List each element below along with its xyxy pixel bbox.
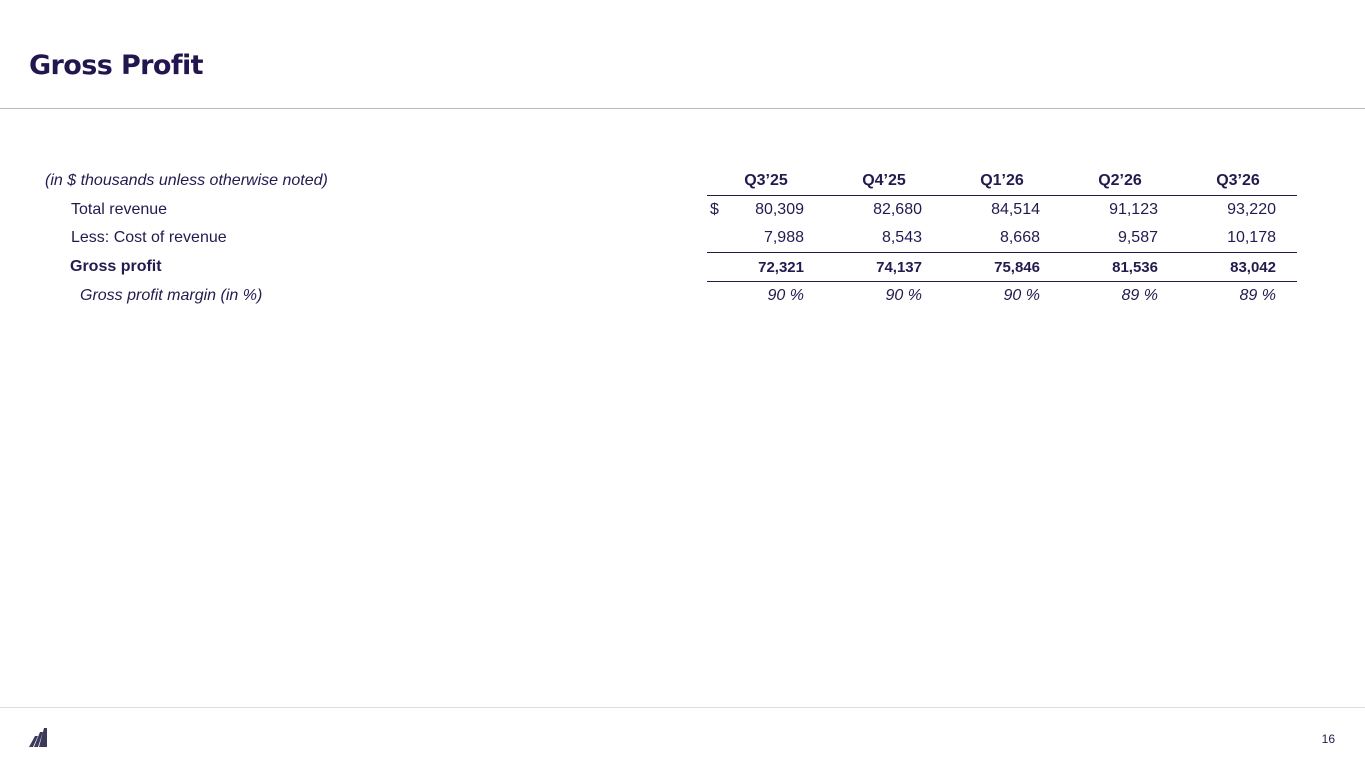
row-label: Total revenue <box>71 200 168 218</box>
row-label: Gross profit margin (in %) <box>80 286 263 304</box>
column-header: Q4’25 <box>825 167 943 196</box>
table-cell: 90 % <box>885 287 922 304</box>
company-logo-icon <box>28 727 48 747</box>
table-cell: 83,042 <box>1179 253 1297 282</box>
footer-divider <box>0 707 1365 708</box>
table-cell: 84,514 <box>991 201 1040 218</box>
table-cell: 90 % <box>1003 287 1040 304</box>
table-cell: 90 % <box>767 287 804 304</box>
units-note: (in $ thousands unless otherwise noted) <box>45 172 328 190</box>
table-cell <box>707 196 825 225</box>
currency-symbol: $ <box>710 201 719 218</box>
table-cell: 7,988 <box>707 224 825 253</box>
table-cell: 72,321 <box>707 253 825 282</box>
table-cell: 8,668 <box>943 224 1061 253</box>
table-row <box>45 253 1297 282</box>
table-cell: 81,536 <box>1061 253 1179 282</box>
table-row <box>45 196 1297 225</box>
row-label: Less: Cost of revenue <box>71 229 227 247</box>
table-cell: 9,587 <box>1061 224 1179 253</box>
table-cell: 8,543 <box>825 224 943 253</box>
column-header: Q2’26 <box>1061 167 1179 196</box>
table-cell: 82,680 <box>873 201 922 218</box>
gross-profit-table <box>45 167 1297 310</box>
table-row <box>45 282 1297 311</box>
column-header: Q1’26 <box>943 167 1061 196</box>
cell-value: 80,309 <box>755 201 804 218</box>
table-cell: 91,123 <box>1109 201 1158 218</box>
column-header: Q3’25 <box>707 167 825 196</box>
column-header: Q3’26 <box>1179 167 1297 196</box>
table-cell: 75,846 <box>943 253 1061 282</box>
title-divider <box>0 108 1365 109</box>
table-cell: 10,178 <box>1179 224 1297 253</box>
table-row <box>45 224 1297 253</box>
page-number: 16 <box>1321 732 1335 746</box>
table-cell: 89 % <box>1239 287 1276 304</box>
table-cell: 93,220 <box>1227 201 1276 218</box>
row-label: Gross profit <box>70 258 162 275</box>
table-cell: 74,137 <box>825 253 943 282</box>
table-header-row <box>45 167 1297 196</box>
table-cell: 89 % <box>1121 287 1158 304</box>
page-title: Gross Profit <box>29 50 203 81</box>
